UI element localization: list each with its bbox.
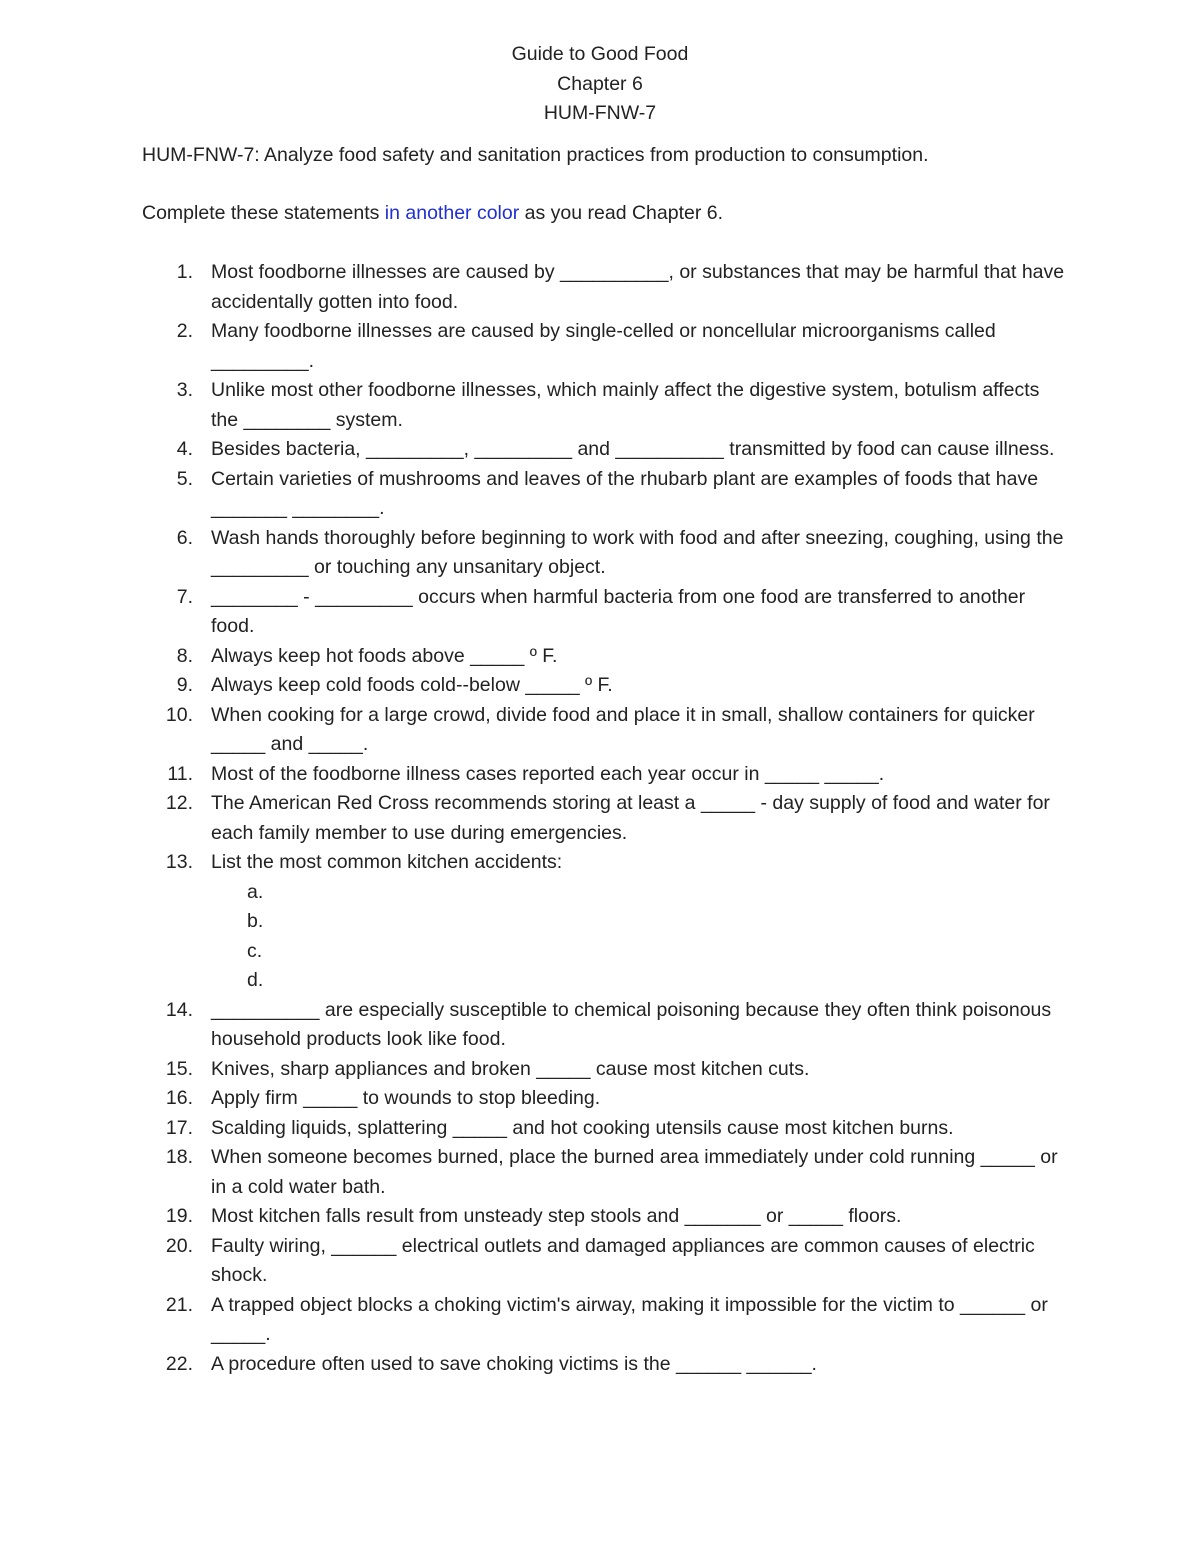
question-item — [0, 1350, 1200, 1380]
question-text: When cooking for a large crowd, divide food and place it in small, shallow containers for quicker _____ and _____. — [211, 703, 1035, 755]
question-item — [0, 1143, 1200, 1202]
question-item — [0, 789, 1200, 848]
answer-sub-list — [0, 878, 1200, 996]
question-text: Knives, sharp appliances and broken _____ cause most kitchen cuts. — [211, 1057, 810, 1080]
question-item — [0, 701, 1200, 760]
question-number: 4. — [176, 438, 193, 460]
question-number: 6. — [176, 526, 193, 549]
question-item — [0, 848, 1200, 996]
question-item — [0, 1055, 1200, 1085]
instructions-after: as you read Chapter 6. — [519, 202, 724, 224]
answer-sub-item: c. — [247, 939, 263, 962]
question-text: Most kitchen falls result from unsteady step stools and _______ or _____ floors. — [211, 1205, 902, 1227]
question-number: 19. — [165, 1205, 193, 1227]
question-text: Wash hands thoroughly before beginning to work with food and after sneezing, coughing, using the _________ or touching any unsanitary object. — [211, 526, 1064, 578]
question-number: 17. — [165, 1116, 193, 1139]
question-number: 7. — [176, 585, 193, 608]
question-item — [0, 465, 1200, 524]
question-item — [0, 1232, 1200, 1291]
question-text: Most of the foodborne illness cases reported each year occur in _____ _____. — [211, 762, 885, 785]
question-number: 18. — [165, 1146, 193, 1168]
question-number: 20. — [165, 1234, 193, 1257]
question-item — [0, 1114, 1200, 1144]
question-number: 3. — [176, 379, 193, 401]
instructions — [142, 199, 1102, 229]
question-text: Always keep hot foods above _____ º F. — [211, 644, 558, 667]
question-list — [0, 258, 1200, 1379]
question-number: 22. — [165, 1352, 193, 1375]
question-number: 21. — [165, 1293, 193, 1316]
standard-statement: HUM-FNW-7: Analyze food safety and sanitation practices from production to consumption. — [142, 144, 929, 166]
question-text: Scalding liquids, splattering _____ and hot cooking utensils cause most kitchen burns. — [211, 1116, 954, 1139]
question-text: A trapped object blocks a choking victim's airway, making it impossible for the victim to ______ or _____. — [211, 1293, 1048, 1345]
question-item — [0, 1291, 1200, 1350]
question-text: ________ - _________ occurs when harmful bacteria from one food are transferred to another food. — [211, 585, 1026, 637]
question-item — [0, 524, 1200, 583]
question-item — [0, 642, 1200, 672]
question-text: Most foodborne illnesses are caused by __________, or substances that may be harmful that have accidentally gotten into food. — [211, 261, 1065, 313]
question-text: Always keep cold foods cold--below _____ º F. — [211, 674, 613, 696]
course-code: HUM-FNW-7 — [543, 102, 657, 124]
instructions-before: Complete these statements — [142, 202, 385, 224]
question-text: Faulty wiring, ______ electrical outlets and damaged appliances are common causes of electric shock. — [211, 1234, 1035, 1286]
question-item — [0, 583, 1200, 642]
question-number: 15. — [165, 1057, 193, 1080]
question-number: 13. — [165, 851, 193, 873]
question-number: 16. — [165, 1087, 193, 1109]
question-text: When someone becomes burned, place the burned area immediately under cold running _____ or in a cold water bath. — [211, 1146, 1058, 1198]
question-text: A procedure often used to save choking victims is the ______ ______. — [211, 1352, 817, 1375]
question-item — [0, 435, 1200, 465]
question-text: Apply firm _____ to wounds to stop bleeding. — [211, 1087, 601, 1109]
question-number: 14. — [165, 998, 193, 1021]
question-item — [0, 317, 1200, 376]
question-text: The American Red Cross recommends storing at least a _____ - day supply of food and water for each family member to use during emergencies. — [211, 792, 1050, 844]
question-item — [0, 671, 1200, 701]
question-item — [0, 376, 1200, 435]
question-number: 5. — [176, 467, 193, 490]
instructions-highlight: in another color — [384, 202, 520, 224]
question-number: 11. — [167, 762, 193, 785]
question-item — [0, 996, 1200, 1055]
question-number: 1. — [176, 261, 193, 283]
document-title: Guide to Good Food — [511, 43, 689, 65]
question-number: 12. — [165, 792, 193, 814]
question-item — [0, 760, 1200, 790]
answer-sub-item: a. — [247, 880, 264, 903]
question-number: 8. — [176, 644, 193, 667]
question-text: __________ are especially susceptible to chemical poisoning because they often think poisonous household products look like food. — [211, 998, 1052, 1050]
question-text: Unlike most other foodborne illnesses, which mainly affect the digestive system, botulism affects the ________ system. — [211, 379, 1040, 431]
answer-sub-item: d. — [247, 969, 264, 991]
question-item — [0, 1202, 1200, 1232]
question-number: 2. — [176, 320, 193, 342]
question-text: List the most common kitchen accidents: — [211, 851, 563, 873]
question-number: 10. — [165, 703, 193, 726]
question-text: Certain varieties of mushrooms and leaves of the rhubarb plant are examples of foods that have _______ ________. — [211, 467, 1039, 519]
question-text: Besides bacteria, _________, _________ and __________ transmitted by food can cause illness. — [211, 438, 1055, 460]
answer-sub-item: b. — [247, 910, 264, 932]
question-item — [0, 1084, 1200, 1114]
question-item — [0, 258, 1200, 317]
chapter-label: Chapter 6 — [557, 72, 643, 95]
document-header — [0, 40, 1200, 129]
question-text: Many foodborne illnesses are caused by single-celled or noncellular microorganisms called _________. — [211, 320, 996, 372]
question-number: 9. — [176, 674, 193, 696]
